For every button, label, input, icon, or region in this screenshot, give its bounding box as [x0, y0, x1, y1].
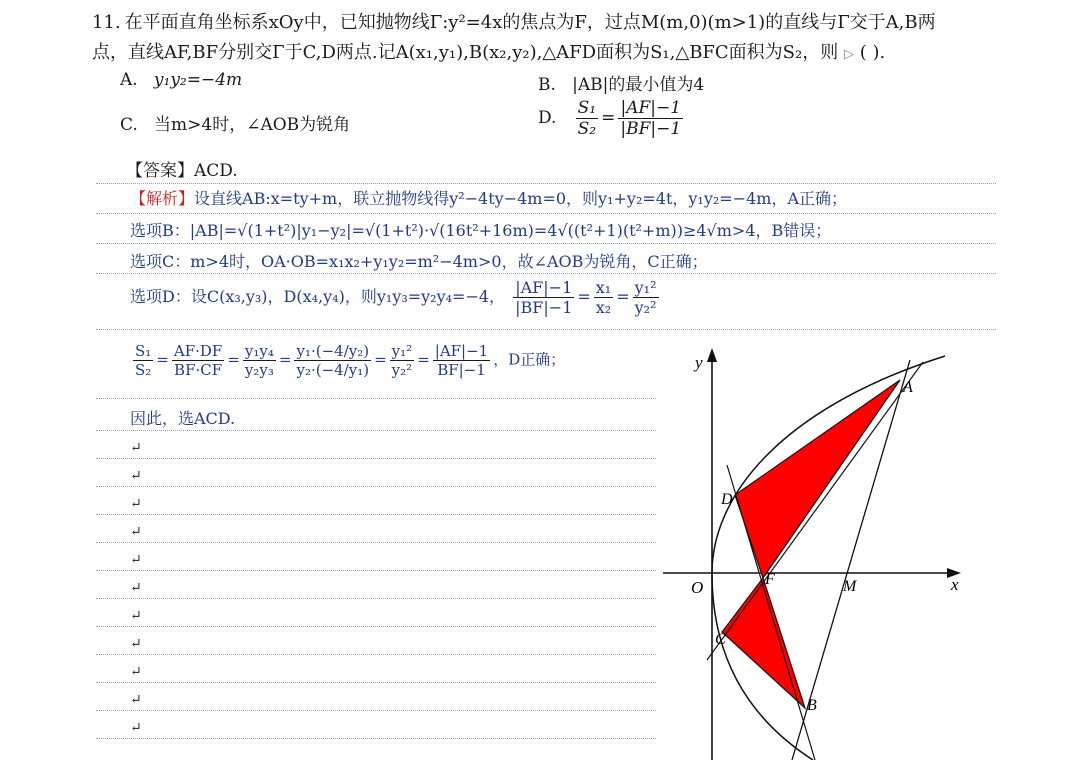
option-d-lhs-num: S₁: [577, 98, 597, 118]
rule-line: [96, 273, 996, 274]
parabola-diagram: [655, 340, 975, 760]
rule-line: [96, 458, 656, 459]
rule-line: [96, 626, 656, 627]
option-b: [538, 70, 704, 95]
frac-num: x₁: [595, 278, 612, 297]
rule-line: [96, 598, 656, 599]
return-mark-icon: ↵: [130, 552, 142, 568]
analysis-frac: [633, 278, 659, 317]
option-d-lhs: [576, 98, 598, 139]
return-mark-icon: ↵: [130, 580, 142, 596]
label-m: M: [843, 578, 857, 595]
question: [92, 8, 1032, 70]
triangle-bfc: [722, 578, 805, 708]
return-mark-icon: ↵: [130, 664, 142, 680]
analysis-frac: [433, 342, 490, 379]
rule-line: [96, 542, 656, 543]
rule-line: [96, 514, 656, 515]
frac-num: |AF|−1: [513, 278, 574, 298]
parabola-curve: [712, 356, 945, 760]
rule-line: [96, 710, 656, 711]
analysis-frac: [243, 342, 276, 379]
analysis-frac: [513, 278, 574, 317]
analysis-line-1: [130, 186, 847, 209]
option-c-text: 当m>4时，∠AOB为锐角: [154, 115, 351, 135]
analysis-line-4: 选项D：设C(x₃,y₃)，D(x₄,y₄)，则y₁y₃=y₂y₄=−4， $\frac{|AF|-1}{|BF|-1}$ = $\frac{\text{x₁}}{\text{x₂}}$ = $\frac{\text{y₁²}}{\text{y₂²}}$: [130, 278, 657, 317]
analysis-text-3: 选项C：m>4时，OA·OB=x₁x₂+y₁y₂=m²−4m>0，故∠AOB为锐角，C正确；: [130, 252, 708, 271]
label-d: D: [721, 491, 733, 508]
frac-num: AF·DF: [173, 342, 223, 360]
option-b-label: B.: [538, 75, 556, 95]
rule-line: [96, 682, 656, 683]
label-c: C: [715, 631, 726, 648]
analysis-frac: [133, 342, 153, 379]
rule-line: [96, 243, 996, 244]
rule-line: [96, 738, 656, 739]
option-a-label: A.: [120, 70, 138, 90]
question-number: 11.: [92, 12, 121, 33]
analysis-text-6: 因此，选ACD.: [130, 409, 236, 428]
option-d: D. $\frac{\text{S₁}}{\text{S₂}}$ = $\frac{|AF|-1}{|BF|-1}$: [538, 98, 682, 139]
frac-den: BF·CF: [174, 361, 223, 379]
frac-den: y₂²: [391, 361, 413, 379]
label-b: B: [807, 697, 817, 714]
analysis-frac: [390, 342, 415, 379]
analysis-text-2: 选项B：|AB|=√(1+t²)|y₁−y₂|=√(1+t²)·√(16t²+16m)=4√((t²+1)(t²+m))≥4√m>4，B错误；: [130, 221, 832, 240]
answer-tag: 【答案】: [126, 161, 194, 181]
return-mark-icon: ↵: [130, 524, 142, 540]
rule-line: [96, 183, 996, 184]
return-mark-icon: ↵: [130, 720, 142, 736]
frac-den: BF|−1: [437, 361, 486, 379]
option-a-text: y₁y₂=−4m: [153, 70, 243, 90]
label-f: F: [765, 571, 775, 588]
label-a: A: [903, 379, 913, 396]
question-text-2: 点，直线AF,BF分别交Γ于C,D两点.记A(x₁,y₁),B(x₂,y₂),△AFD面积为S₁,△BFC面积为S₂，则: [92, 42, 839, 63]
frac-num: y₁²: [634, 278, 657, 297]
frac-den: S₂: [135, 361, 152, 379]
option-a: [120, 70, 242, 90]
return-mark-icon: ↵: [130, 608, 142, 624]
rule-line: [96, 430, 656, 431]
option-d-label: D.: [538, 108, 557, 128]
return-mark-icon: ↵: [130, 496, 142, 512]
analysis-text-5: ，D正确；: [493, 350, 566, 369]
analysis-line-5: $\frac{\text{S₁}}{\text{S₂}}$ = $\frac{AF\cdot DF}{BF\cdot CF}$ = $\frac{\text{y₁y₄}}{\text{y₂y₃}}$ = $\frac{\text{y₁·(−4/y₂)}}{\text{y₂·(−4/y₁)}}$ = $\frac{\text{y₁²}}{\text{y₂²}}$ = $\frac{|AF|-1}{BF|-1}$ ，D正确；: [135, 342, 566, 379]
analysis-tag: 【解析】: [130, 189, 195, 208]
option-b-text: |AB|的最小值为4: [572, 75, 705, 95]
frac-num: |AF|−1: [434, 342, 489, 360]
rule-line: [96, 570, 656, 571]
label-y: y: [695, 353, 703, 372]
question-line-2: [92, 38, 1032, 70]
frac-num: S₁: [135, 342, 152, 360]
answer: [126, 156, 238, 181]
answer-value: ACD.: [194, 161, 238, 181]
rule-line: [96, 213, 996, 214]
rule-line: [96, 654, 656, 655]
analysis-line-3: [130, 249, 708, 272]
analysis-frac: [294, 342, 371, 379]
return-mark-icon: ↵: [130, 468, 142, 484]
return-mark-icon: ↵: [130, 692, 142, 708]
option-c-label: C.: [120, 115, 138, 135]
cursor-icon: ▷: [843, 47, 854, 62]
analysis-line-2: [130, 218, 831, 241]
option-c: [120, 110, 350, 135]
frac-den: y₂²: [634, 298, 657, 317]
return-mark-icon: ↵: [130, 440, 142, 456]
rule-line: [96, 329, 996, 330]
rule-line: [96, 398, 656, 399]
frac-den: |BF|−1: [515, 298, 573, 317]
analysis-text-4: 选项D：设C(x₃,y₃)，D(x₄,y₄)，则y₁y₃=y₂y₄=−4，: [130, 287, 506, 306]
frac-num: y₁y₄: [244, 342, 274, 360]
line-ac: [707, 362, 923, 660]
option-d-rhs-den: |BF|−1: [620, 119, 682, 139]
frac-num: y₁·(−4/y₂): [296, 342, 370, 360]
frac-den: y₂·(−4/y₁): [296, 361, 370, 379]
frac-num: y₁²: [391, 342, 413, 360]
question-line-1: [92, 8, 1032, 38]
return-mark-icon: ↵: [130, 636, 142, 652]
frac-den: x₂: [595, 298, 612, 317]
option-d-lhs-den: S₂: [577, 119, 597, 139]
rule-line: [96, 486, 656, 487]
frac-den: y₂y₃: [244, 361, 274, 379]
analysis-line-6: [130, 406, 235, 429]
analysis-frac: [594, 278, 613, 317]
label-x: x: [951, 575, 959, 594]
option-d-rhs-num: |AF|−1: [618, 98, 683, 119]
label-o: O: [691, 578, 704, 597]
answer-blank: ( ).: [859, 42, 886, 63]
question-text-1: 在平面直角坐标系xOy中，已知抛物线Γ:y²=4x的焦点为F，过点M(m,0)(m>1)的直线与Γ交于A,B两: [124, 12, 936, 33]
option-d-rhs: [618, 98, 683, 139]
analysis-text-1: 设直线AB:x=ty+m，联立抛物线得y²−4ty−4m=0，则y₁+y₂=4t，y₁y₂=−4m，A正确；: [194, 189, 848, 208]
y-axis-arrow-icon: [707, 348, 717, 362]
analysis-frac: [172, 342, 224, 379]
